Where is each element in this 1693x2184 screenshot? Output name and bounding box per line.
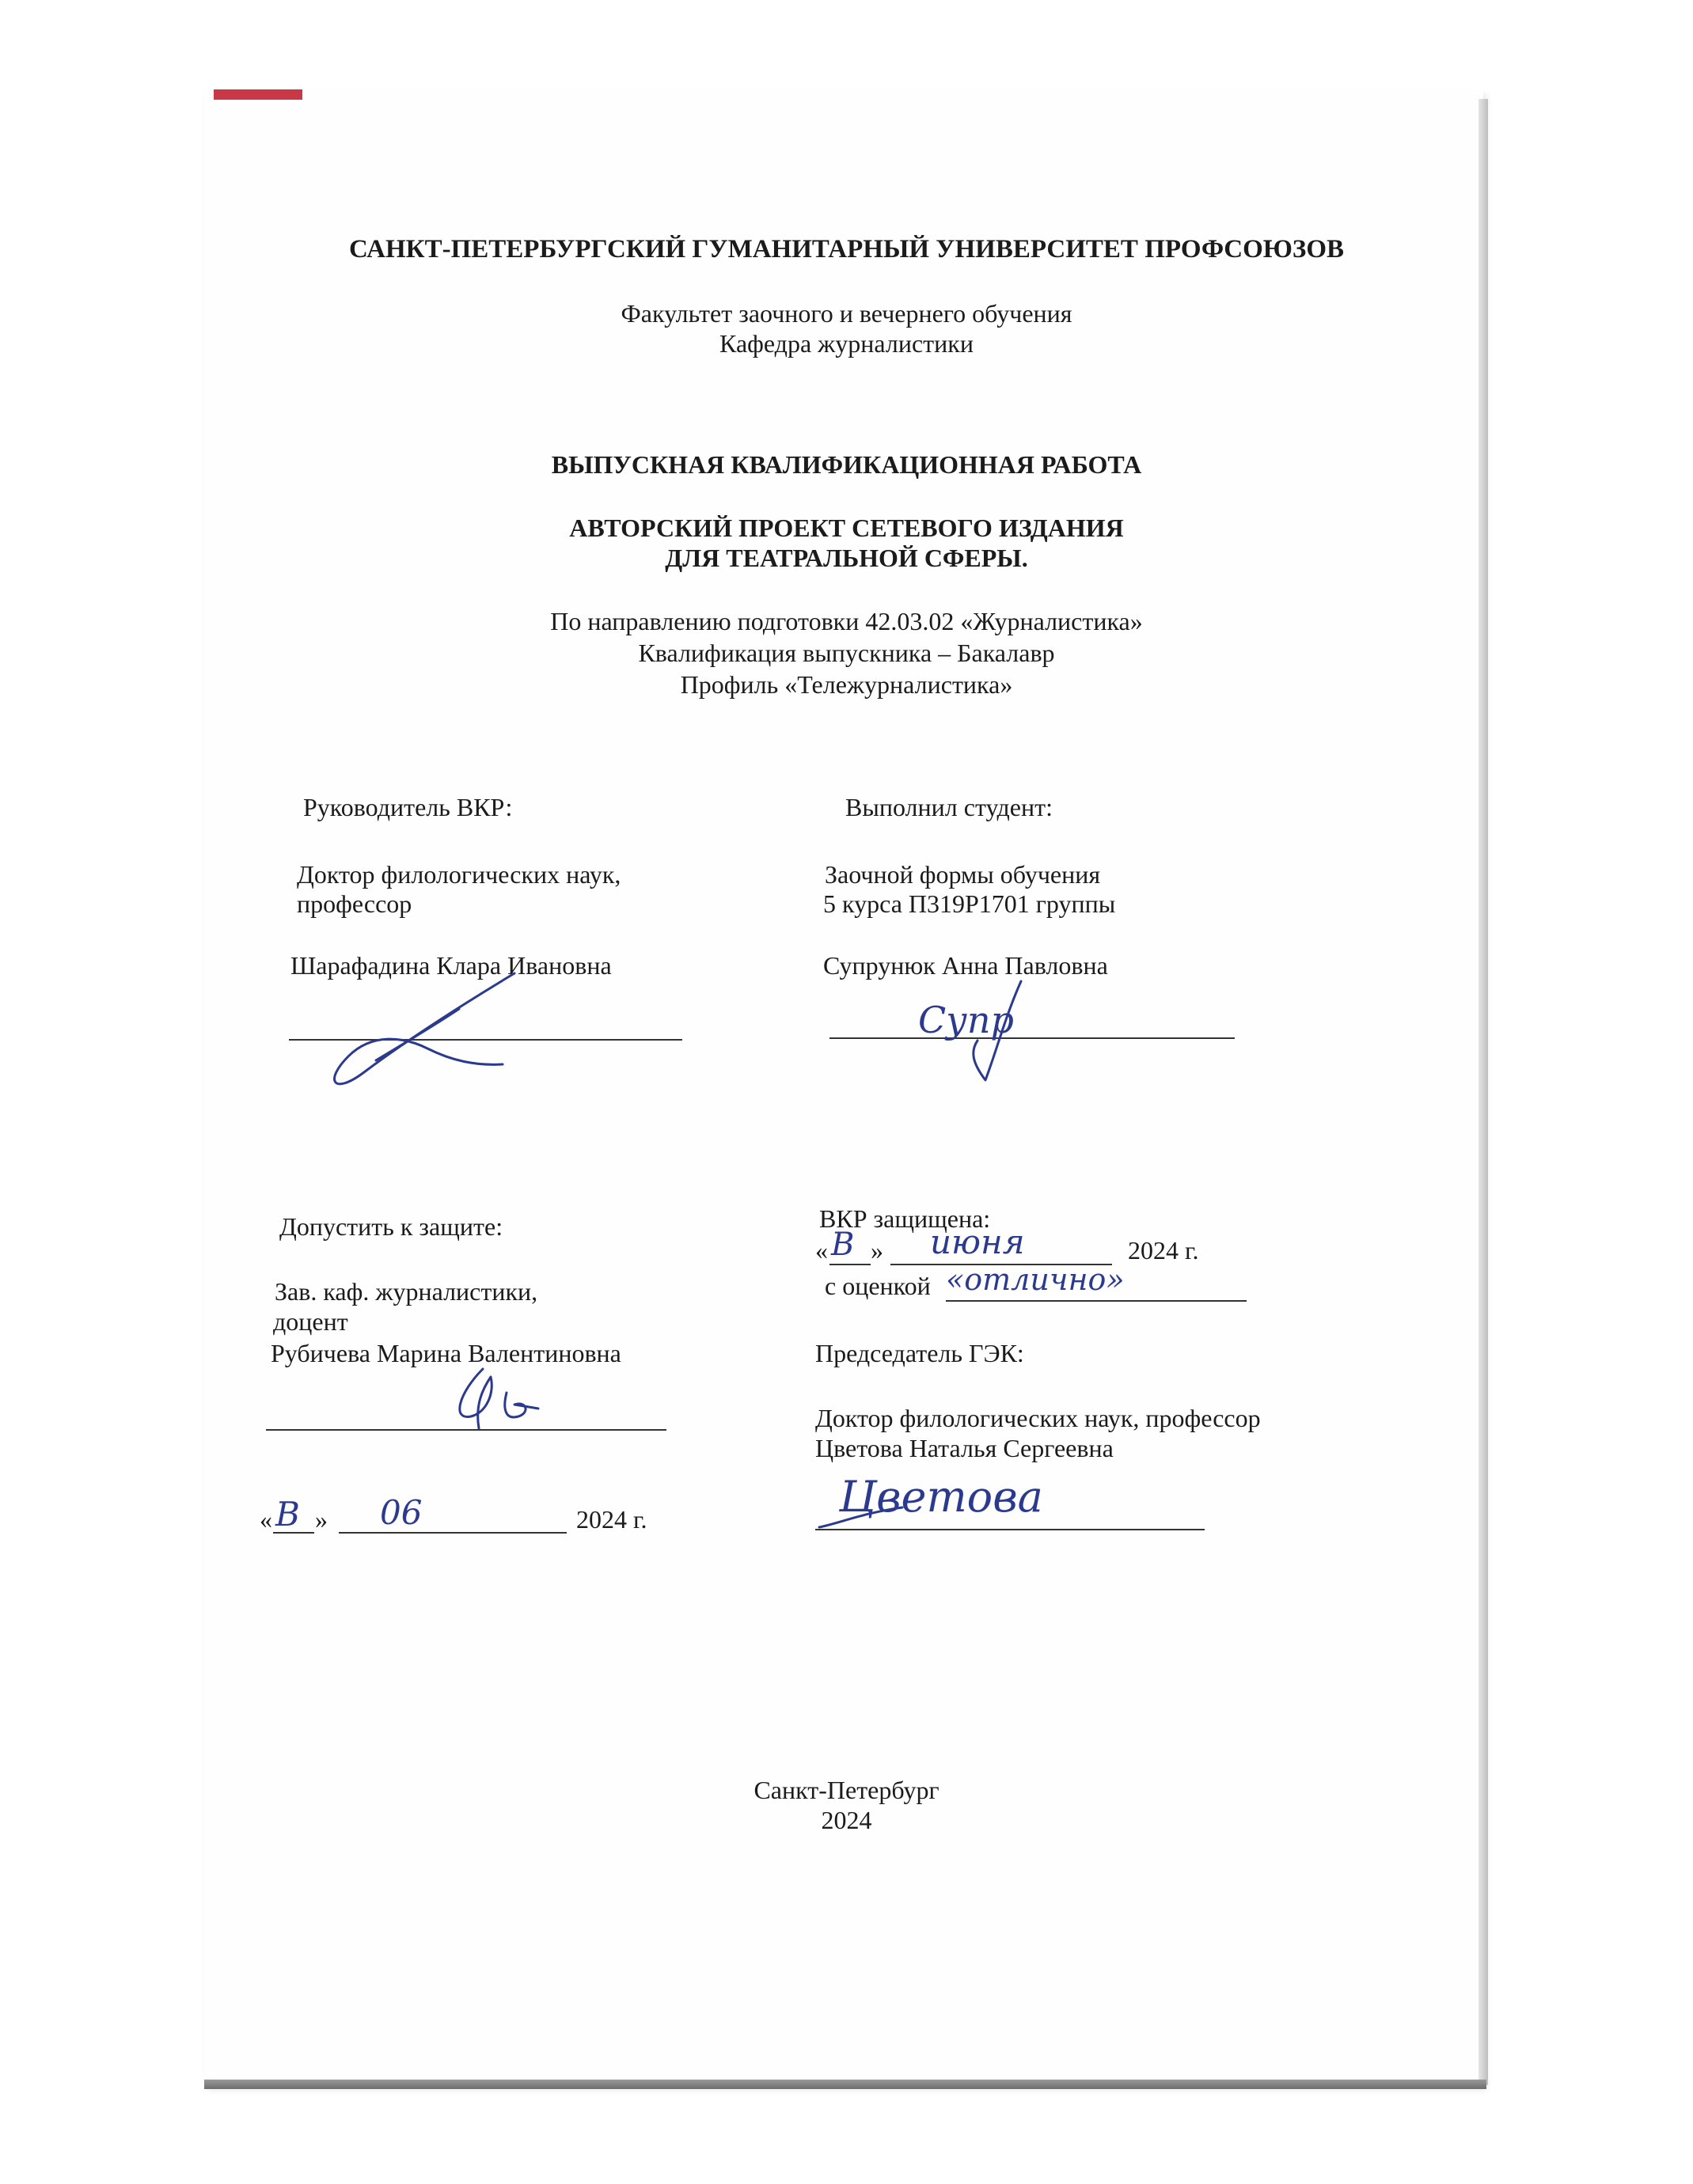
admission-day-line xyxy=(273,1532,314,1534)
work-title-line-1: АВТОРСКИЙ ПРОЕКТ СЕТЕВОГО ИЗДАНИЯ xyxy=(569,514,1124,542)
supervisor-degree-line-1: Доктор филологических наук, xyxy=(297,860,621,889)
study-direction: По направлению подготовки 42.03.02 «Журналистика» xyxy=(550,607,1143,635)
work-title-line-2: ДЛЯ ТЕАТРАЛЬНОЙ СФЕРЫ. xyxy=(665,544,1028,572)
gek-chair-signature-flourish xyxy=(815,1503,910,1535)
gek-chair-name: Цветова Наталья Сергеевна xyxy=(815,1434,1114,1462)
gek-chair-label: Председатель ГЭК: xyxy=(815,1339,1024,1367)
defense-label: ВКР защищена: xyxy=(819,1204,991,1233)
student-group: 5 курса П319Р1701 группы xyxy=(823,889,1116,918)
student-signature: Супр xyxy=(918,999,1014,1041)
admission-date-close-quote: » xyxy=(315,1505,328,1534)
red-bookmark-tab xyxy=(214,89,302,100)
gek-chair-signature: Цветова xyxy=(839,1472,1043,1522)
sheet-edge-bottom xyxy=(204,2080,1486,2089)
supervisor-name: Шарафадина Клара Ивановна xyxy=(290,951,612,980)
student-name: Супрунюк Анна Павловна xyxy=(823,951,1108,980)
admission-position-line-2: доцент xyxy=(273,1307,348,1336)
defense-date-day: В xyxy=(831,1227,855,1263)
defense-grade-label: с оценкой xyxy=(825,1272,931,1300)
supervisor-degree-line-2: профессор xyxy=(297,889,412,918)
student-signature-flourish xyxy=(910,977,1053,1088)
profile: Профиль «Тележурналистика» xyxy=(680,670,1013,699)
admission-month-line xyxy=(339,1532,567,1534)
admission-date-year: 2024 г. xyxy=(576,1505,647,1534)
footer-city: Санкт-Петербург xyxy=(753,1776,940,1804)
footer-year: 2024 xyxy=(821,1806,872,1834)
qualification: Квалификация выпускника – Бакалавр xyxy=(638,639,1055,667)
student-form: Заочной формы обучения xyxy=(825,860,1101,889)
admission-name: Рубичева Марина Валентиновна xyxy=(271,1339,621,1367)
admission-signature xyxy=(427,1361,570,1440)
defense-date-month: июня xyxy=(930,1223,1025,1261)
admission-position-line-1: Зав. каф. журналистики, xyxy=(275,1277,538,1306)
admission-date-month: 06 xyxy=(380,1493,423,1532)
supervisor-signature xyxy=(317,961,578,1096)
defense-day-line xyxy=(829,1264,871,1265)
defense-grade-value: «отлично» xyxy=(946,1262,1125,1297)
gek-chair-degree: Доктор филологических наук, профессор xyxy=(815,1404,1261,1432)
admission-label: Допустить к защите: xyxy=(279,1212,503,1241)
gek-chair-signature-line xyxy=(815,1529,1205,1530)
work-type: ВЫПУСКНАЯ КВАЛИФИКАЦИОННАЯ РАБОТА xyxy=(551,450,1142,479)
defense-date-close-quote: » xyxy=(871,1236,883,1265)
defense-date-open-quote: « xyxy=(815,1236,828,1265)
university-name: САНКТ-ПЕТЕРБУРГСКИЙ ГУМАНИТАРНЫЙ УНИВЕРСИТЕТ ПРОФСОЮЗОВ xyxy=(348,235,1344,264)
defense-date-year: 2024 г. xyxy=(1128,1236,1199,1265)
student-label: Выполнил студент: xyxy=(845,793,1053,821)
admission-date-open-quote: « xyxy=(260,1505,272,1534)
faculty-name: Факультет заочного и вечернего обучения xyxy=(621,299,1072,328)
department-name: Кафедра журналистики xyxy=(719,329,974,358)
defense-grade-line xyxy=(946,1300,1247,1302)
admission-date-day: В xyxy=(275,1495,300,1534)
supervisor-label: Руководитель ВКР: xyxy=(303,793,513,821)
